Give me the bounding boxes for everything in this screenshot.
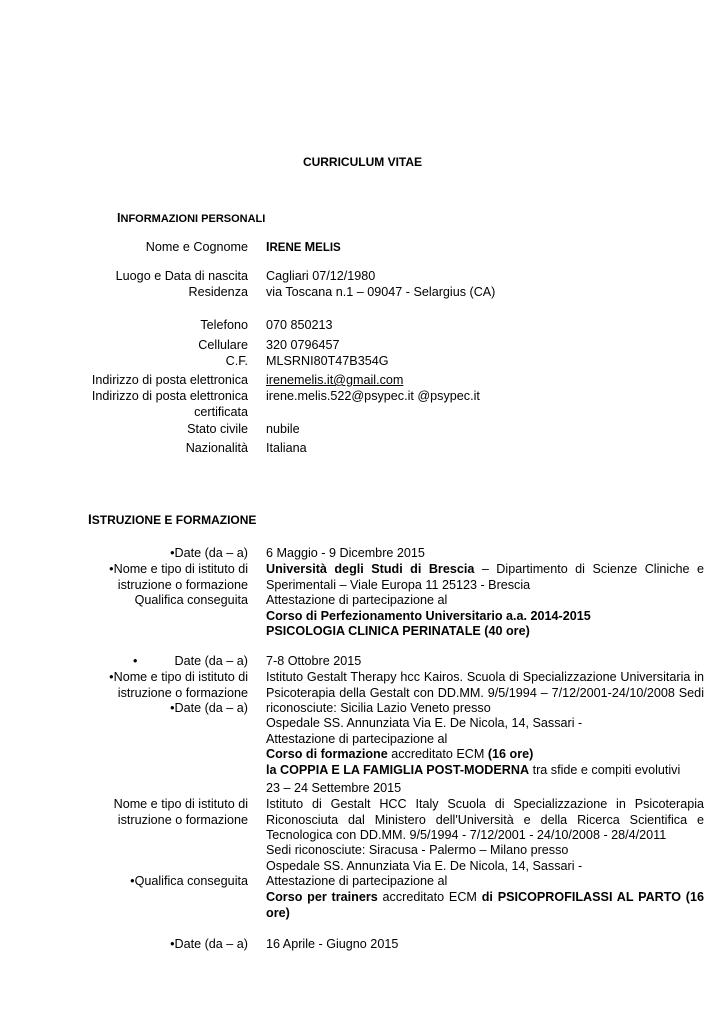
entry2-inst-label-line2: istruzione o formazione [117,685,248,700]
entry1-qual-label: Qualifica conseguita [134,593,248,607]
entry2-date-label-2: • Date (da – a) [109,701,248,717]
entry1-inst-label [109,562,248,593]
section-heading-education [88,512,256,527]
entry2-hospital: Ospedale SS. Annunziata Via E. De Nicola, 14, Sassari - [266,716,583,730]
phone-label: Telefono [200,318,248,332]
mobile-label: Cellulare [198,338,248,352]
entry2-course-name: Corso di formazione [266,747,388,761]
entry3-attestation: Attestazione di partecipazione al [266,874,448,888]
residence-label: Residenza [188,285,248,299]
entry2-details [266,716,680,778]
entry2-date-bullet: • [133,654,138,668]
entry1-inst-name: Università degli Studi di Brescia [266,562,475,576]
email-label: Indirizzo di posta elettronica [91,373,248,387]
entry2-attestation: Attestazione di partecipazione al [266,731,448,746]
entry2-topic-rest: tra sfide e compiti evolutivi [529,762,681,777]
civil-status-label: Stato civile [187,422,248,436]
entry3-inst-label [114,797,248,828]
name-rest-first: RENE [269,242,305,254]
section-heading-personal [117,211,265,225]
entry2-inst-label [109,670,248,717]
entry1-inst-desc: – Dipartimento di Scienze Cliniche e Sperimentali – Viale Europa 11 25123 - Brescia [266,562,704,592]
entry4-date-label: • Date (da – a) [170,937,248,953]
entry2-course-hours: (16 ore) [487,747,534,761]
residence-value: via Toscana n.1 – 09047 - Selargius (CA) [266,285,496,299]
entry3-qual-label: • Qualifica conseguita [130,874,248,890]
entry4-date-value: 16 Aprile - Giugno 2015 [266,937,399,951]
pec-label-line1: Indirizzo di posta elettronica [91,389,248,403]
email-link[interactable]: irenemelis.it@gmail.com [266,373,404,387]
pec-label-line2: certificata [194,404,248,419]
nationality-label: Nazionalità [185,441,248,455]
entry2-topic-title: la COPPIA E LA FAMIGLIA POST-MODERNA [266,762,530,777]
name-label: Nome e Cognome [145,240,248,254]
entry1-date-label: • Date (da – a) [170,546,248,562]
entry3-course-name: Corso per trainers [266,890,378,904]
entry3-institution: Istituto di Gestalt HCC Italy Scuola di Specializzazione in Psicoterapia Riconosciuta dal Ministero dell'Università e della Ricerca Scientifica e Tecnologica con DD.MM. 9/5/1994 - 7/12/2001 - 24/10/2008 - 28/4/2011 [266,797,704,842]
pec-label [92,389,248,420]
entry1-qualification [266,593,591,640]
birth-value: Cagliari 07/12/1980 [266,269,376,283]
phone-value: 070 850213 [266,318,333,332]
heading-rest: NFORMAZIONI PERSONALI [120,213,266,225]
entry2-date-label: Date (da – a) [174,654,248,668]
entry3-course [266,890,704,921]
entry1-inst-label-line1: • Nome e tipo di istituto di [109,562,248,578]
entry3-course-mid: accreditato ECM [377,890,482,904]
heading-rest: STRUZIONE E FORMAZIONE [91,513,257,527]
birth-label: Luogo e Data di nascita [115,269,248,283]
nationality-value: Italiana [266,441,307,455]
entry2-inst-label-line1: • Nome e tipo di istituto di [109,670,248,686]
cf-value: MLSRNI80T47B354G [266,354,389,368]
entry1-date-value: 6 Maggio - 9 Dicembre 2015 [266,546,425,560]
entry2-topic [266,763,680,779]
pec-value: irene.melis.522@psypec.it @psypec.it [266,389,480,403]
entry1-qual-line2: Corso di Perfezionamento Universitario a.a. 2014-2015 [266,608,591,623]
mobile-value: 320 0796457 [266,338,340,352]
heading-initial: I [88,512,92,527]
entry3-course-end: di PSICOPROFILASSI AL PARTO (16 ore) [266,890,705,920]
entry1-qual-line3: PSICOLOGIA CLINICA PERINATALE (40 ore) [266,624,530,638]
entry1-inst-label-line2: istruzione o formazione [117,577,248,592]
entry2-course [266,747,680,763]
document-title: CURRICULUM VITAE [302,155,423,169]
entry1-institution [266,562,704,593]
name-rest-last: ELIS [315,242,341,254]
entry2-course-mid: accreditato ECM [387,747,488,761]
entry3-sedi: Sedi riconosciute: Siracusa - Palermo – Milano presso [266,843,569,857]
name-initial-first: I [266,240,270,254]
name-value [266,240,341,257]
entry1-qual-line1: Attestazione di partecipazione al [266,593,448,607]
entry3-hospital: Ospedale SS. Annunziata Via E. De Nicola, 14, Sassari - [266,858,583,873]
name-initial-last: M [304,240,316,254]
entry3-inst-label-line1: Nome e tipo di istituto di [113,797,248,811]
entry3-details [266,843,582,890]
entry3-date-value: 23 – 24 Settembre 2015 [266,781,402,795]
cf-label: C.F. [225,354,248,368]
civil-status-value: nubile [266,422,300,436]
entry2-institution: Istituto Gestalt Therapy hcc Kairos. Scuola di Specializzazione Universitaria in Psicoterapia della Gestalt con DD.MM. 9/5/1994 – 7/12/2001-24/10/2008 Sedi riconosciute: Sicilia Lazio Veneto presso [266,670,704,715]
entry2-date-value: 7-8 Ottobre 2015 [266,654,362,668]
heading-initial: I [117,211,121,225]
entry3-inst-label-line2: istruzione o formazione [117,812,248,827]
